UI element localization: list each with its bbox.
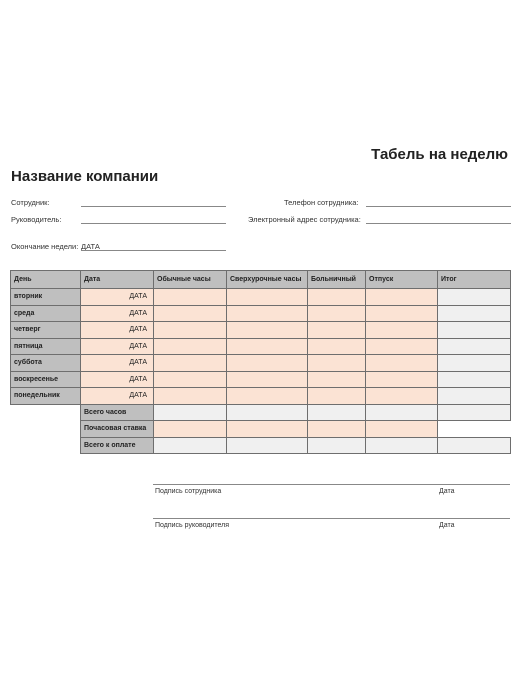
- date-cell[interactable]: ДАТА: [81, 355, 154, 372]
- manager-label: Руководитель:: [11, 215, 62, 224]
- summary-cell: [227, 437, 308, 454]
- sick-cell[interactable]: [308, 338, 366, 355]
- total-cell: [438, 338, 511, 355]
- total-cell: [438, 305, 511, 322]
- day-cell: вторник: [11, 289, 81, 306]
- day-cell: суббота: [11, 355, 81, 372]
- table-row: [11, 371, 511, 388]
- employee-field[interactable]: [81, 206, 226, 207]
- regular-hours-cell[interactable]: [154, 388, 227, 405]
- header-date: Дата: [81, 271, 154, 289]
- manager-signature-date-label: Дата: [439, 522, 455, 529]
- date-cell[interactable]: ДАТА: [81, 289, 154, 306]
- header-total: Итог: [438, 271, 511, 289]
- regular-hours-cell[interactable]: [154, 305, 227, 322]
- total-pay-label: Всего к оплате: [81, 437, 154, 454]
- employee-label: Сотрудник:: [11, 198, 50, 207]
- hourly-rate-label: Почасовая ставка: [81, 421, 154, 438]
- sick-cell[interactable]: [308, 289, 366, 306]
- regular-hours-cell[interactable]: [154, 355, 227, 372]
- overtime-hours-cell[interactable]: [227, 355, 308, 372]
- overtime-hours-cell[interactable]: [227, 338, 308, 355]
- total-hours-label: Всего часов: [81, 404, 154, 421]
- table-row: [11, 305, 511, 322]
- total-cell: [438, 388, 511, 405]
- day-cell: воскресенье: [11, 371, 81, 388]
- summary-cell: [154, 404, 227, 421]
- manager-signature-line[interactable]: [153, 518, 510, 519]
- email-label: Электронный адрес сотрудника:: [248, 215, 361, 224]
- rate-cell[interactable]: [154, 421, 227, 438]
- week-end-field: [81, 250, 226, 251]
- manager-field[interactable]: [81, 223, 226, 224]
- overtime-hours-cell[interactable]: [227, 305, 308, 322]
- table-row: [11, 322, 511, 339]
- total-cell: [438, 371, 511, 388]
- table-row: [11, 388, 511, 405]
- week-end-label: Окончание недели:: [11, 242, 79, 251]
- summary-row-total-hours: [11, 404, 511, 421]
- summary-cell: [154, 437, 227, 454]
- date-cell[interactable]: ДАТА: [81, 388, 154, 405]
- regular-hours-cell[interactable]: [154, 289, 227, 306]
- sick-cell[interactable]: [308, 305, 366, 322]
- date-cell[interactable]: ДАТА: [81, 322, 154, 339]
- vacation-cell[interactable]: [366, 388, 438, 405]
- overtime-hours-cell[interactable]: [227, 322, 308, 339]
- table-row: [11, 289, 511, 306]
- summary-cell: [308, 404, 366, 421]
- summary-cell: [308, 437, 366, 454]
- overtime-hours-cell[interactable]: [227, 289, 308, 306]
- date-cell[interactable]: ДАТА: [81, 371, 154, 388]
- rate-cell[interactable]: [308, 421, 366, 438]
- vacation-cell[interactable]: [366, 305, 438, 322]
- company-name: Название компании: [11, 168, 159, 185]
- vacation-cell[interactable]: [366, 371, 438, 388]
- summary-row-total-pay: [11, 437, 511, 454]
- summary-cell: [366, 437, 438, 454]
- phone-label: Телефон сотрудника:: [284, 198, 359, 207]
- table-row: [11, 338, 511, 355]
- total-cell: [438, 289, 511, 306]
- sick-cell[interactable]: [308, 388, 366, 405]
- summary-row-hourly-rate: [11, 421, 511, 438]
- header-day: День: [11, 271, 81, 289]
- header-vacation: Отпуск: [366, 271, 438, 289]
- overtime-hours-cell[interactable]: [227, 371, 308, 388]
- overtime-hours-cell[interactable]: [227, 388, 308, 405]
- employee-signature-label: Подпись сотрудника: [155, 488, 222, 495]
- day-cell: пятница: [11, 338, 81, 355]
- table-row: [11, 355, 511, 372]
- date-cell[interactable]: ДАТА: [81, 338, 154, 355]
- regular-hours-cell[interactable]: [154, 322, 227, 339]
- week-end-value[interactable]: ДАТА: [81, 242, 100, 251]
- document-title: Табель на неделю: [371, 146, 508, 163]
- summary-cell: [438, 404, 511, 421]
- vacation-cell[interactable]: [366, 322, 438, 339]
- email-field[interactable]: [366, 223, 511, 224]
- day-cell: понедельник: [11, 388, 81, 405]
- manager-signature-label: Подпись руководителя: [155, 522, 230, 529]
- total-cell: [438, 355, 511, 372]
- header-sick: Больничный: [308, 271, 366, 289]
- vacation-cell[interactable]: [366, 338, 438, 355]
- regular-hours-cell[interactable]: [154, 338, 227, 355]
- summary-cell: [366, 404, 438, 421]
- total-cell: [438, 322, 511, 339]
- employee-signature-date-label: Дата: [439, 488, 455, 495]
- regular-hours-cell[interactable]: [154, 371, 227, 388]
- day-cell: среда: [11, 305, 81, 322]
- vacation-cell[interactable]: [366, 289, 438, 306]
- vacation-cell[interactable]: [366, 355, 438, 372]
- table-header-row: [11, 271, 511, 289]
- rate-cell[interactable]: [227, 421, 308, 438]
- sick-cell[interactable]: [308, 371, 366, 388]
- sick-cell[interactable]: [308, 355, 366, 372]
- summary-cell: [438, 437, 511, 454]
- summary-cell: [227, 404, 308, 421]
- timesheet-table: [10, 270, 511, 454]
- phone-field[interactable]: [366, 206, 511, 207]
- header-overtime-hours: Сверхурочные часы: [227, 271, 308, 289]
- date-cell[interactable]: ДАТА: [81, 305, 154, 322]
- header-regular-hours: Обычные часы: [154, 271, 227, 289]
- rate-cell[interactable]: [366, 421, 438, 438]
- day-cell: четверг: [11, 322, 81, 339]
- employee-signature-line[interactable]: [153, 484, 510, 485]
- sick-cell[interactable]: [308, 322, 366, 339]
